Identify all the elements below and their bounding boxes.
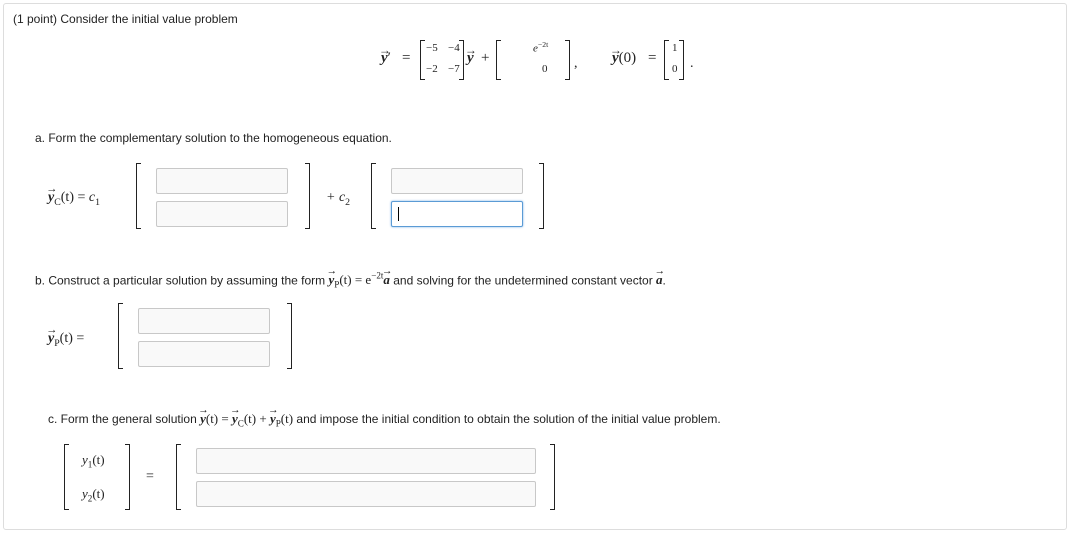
sol-left-bracket: [176, 444, 181, 510]
yp-top-input[interactable]: [138, 308, 270, 334]
matrix-a21: −2: [426, 63, 438, 75]
forcing-right-bracket: [565, 40, 570, 80]
yp-bottom-input[interactable]: [138, 341, 270, 367]
yc-plus-c2: + $c_2$: [326, 190, 351, 208]
matrix-right-bracket: [459, 40, 464, 80]
part-c-eq: =: [146, 469, 154, 484]
part-a-prompt: a. Form the complementary solution to the homogeneous equation.: [35, 131, 392, 145]
yc-vec2-bottom-input[interactable]: [391, 201, 523, 227]
lhs-right-bracket: [125, 444, 130, 510]
intro-text: Consider the initial value problem: [60, 12, 238, 26]
y2-label: $y_2(t)$: [82, 486, 105, 504]
matrix-a12: −4: [448, 42, 460, 54]
solution-y2-input[interactable]: [196, 481, 536, 507]
yc-vec1-right-bracket: [305, 163, 310, 229]
yc-vec1-top-input[interactable]: [156, 168, 288, 194]
sol-right-bracket: [550, 444, 555, 510]
points-label: (1 point): [13, 12, 58, 26]
matrix-a11: −5: [426, 42, 438, 54]
yp-right-bracket: [287, 303, 292, 369]
yp-label: → $y_P(t)$ =: [48, 331, 84, 349]
yc-vec2-top-input[interactable]: [391, 168, 523, 194]
init-top: 1: [672, 42, 678, 54]
y1-label: $y_1(t)$: [82, 452, 105, 470]
problem-header: [13, 12, 238, 26]
ivp-comma: ,: [574, 56, 578, 71]
yp-left-bracket: [118, 303, 123, 369]
solution-y1-input[interactable]: [196, 448, 536, 474]
ivp-lhs: → y′: [381, 50, 391, 67]
yc-vec2-left-bracket: [371, 163, 376, 229]
ivp-eq: =: [402, 50, 411, 66]
lhs-left-bracket: [64, 444, 69, 510]
init-bottom: 0: [672, 63, 678, 75]
forcing-bottom: 0: [542, 63, 548, 75]
part-c-prompt: c. Form the general solution → y(t) = → $y_C(t)$ + → $y_P(t)$ and impose the initial condition to obtain the solution of the initial value problem.: [48, 411, 721, 429]
forcing-top: $e^{-2t}$: [533, 40, 549, 55]
init-eq: =: [648, 50, 657, 66]
matrix-a22: −7: [448, 63, 460, 75]
ivp-plus: +: [481, 50, 490, 66]
text-caret: [398, 207, 399, 221]
yc-vec1-bottom-input[interactable]: [156, 201, 288, 227]
yc-label: → $y_C(t) = c_1$: [48, 190, 100, 208]
ivp-y-vec: → y: [467, 50, 474, 67]
yc-vec1-left-bracket: [136, 163, 141, 229]
matrix-left-bracket: [420, 40, 425, 80]
yc-vec2-right-bracket: [539, 163, 544, 229]
init-period: .: [690, 56, 694, 71]
forcing-left-bracket: [496, 40, 501, 80]
part-b-prompt: b. Construct a particular solution by assuming the form → $y_P(t) = e^{-2t}\to a$ and solving for the undetermined constant vector → a.: [35, 271, 666, 290]
init-right-bracket: [679, 40, 684, 80]
init-left-bracket: [664, 40, 669, 80]
init-lhs: → y(0): [612, 50, 636, 67]
